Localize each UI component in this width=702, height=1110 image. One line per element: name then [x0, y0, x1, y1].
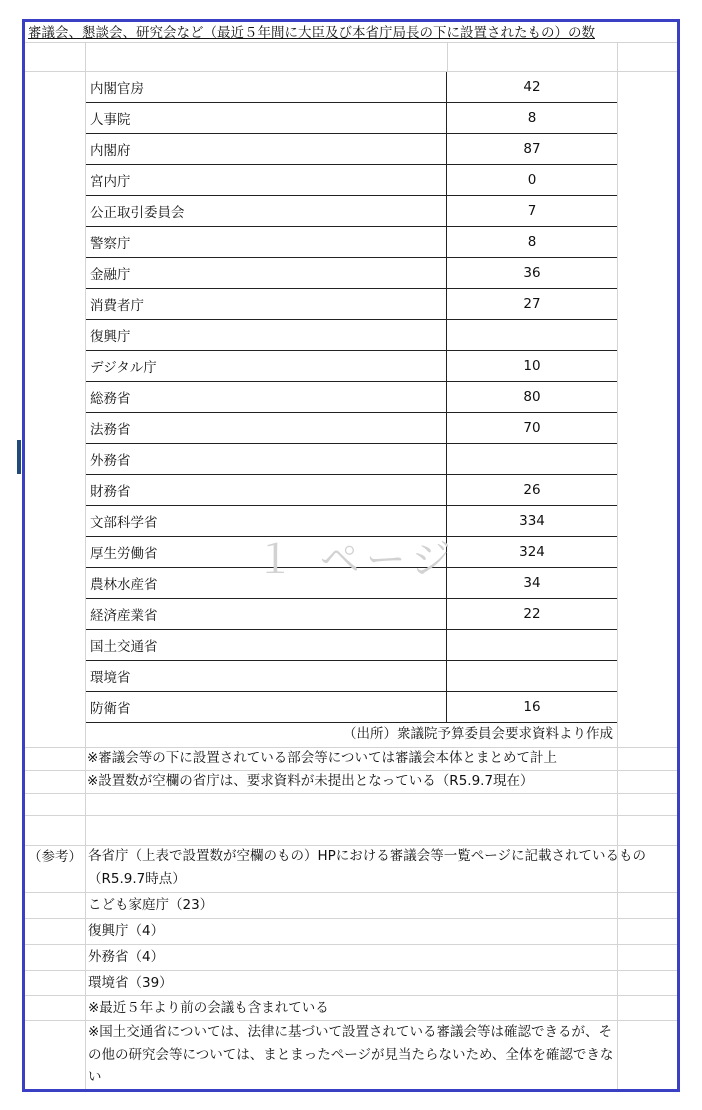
- table-row: [86, 444, 618, 475]
- ministry-name-cell: 文部科学省: [86, 506, 447, 537]
- table-row: [86, 103, 618, 134]
- table-row: [86, 289, 618, 320]
- grid-line: [617, 42, 618, 1089]
- table-row: [86, 196, 618, 227]
- grid-line: [25, 892, 677, 893]
- count-cell: [447, 630, 618, 661]
- ministry-name-cell: 経済産業省: [86, 599, 447, 630]
- count-cell: 42: [447, 72, 618, 103]
- table-row: [86, 134, 618, 165]
- sheet-edge-marker: [17, 440, 21, 474]
- count-cell: 34: [447, 568, 618, 599]
- ministry-name-cell: 内閣官房: [86, 72, 447, 103]
- reference-last-note: ※国土交通省については、法律に基づいて設置されている審議会等は確認できるが、その他の研究会等については、まとまったページが見当たらないため、全体を確認できない: [88, 1024, 614, 1085]
- note-line: ※設置数が空欄の省庁は、要求資料が未提出となっている（R5.9.7現在）: [87, 773, 534, 789]
- ministry-name-cell: 厚生労働省: [86, 537, 447, 568]
- table-row: [86, 506, 618, 537]
- count-cell: 22: [447, 599, 618, 630]
- count-cell: 10: [447, 351, 618, 382]
- table-row: [86, 165, 618, 196]
- table-row: [86, 320, 618, 351]
- grid-line: [25, 747, 677, 748]
- ministry-name-cell: 警察庁: [86, 227, 447, 258]
- table-row: [86, 537, 618, 568]
- ministry-name-cell: 内閣府: [86, 134, 447, 165]
- table-row: [86, 475, 618, 506]
- count-cell: 87: [447, 134, 618, 165]
- source-note: （出所）衆議院予算委員会要求資料より作成: [343, 726, 613, 742]
- grid-line: [25, 793, 677, 794]
- grid-line: [25, 918, 677, 919]
- reference-item: ※最近５年より前の会議も含まれている: [88, 1000, 329, 1016]
- ministry-name-cell: 宮内庁: [86, 165, 447, 196]
- count-cell: 8: [447, 103, 618, 134]
- ministry-name-cell: 法務省: [86, 413, 447, 444]
- grid-line: [85, 42, 86, 1089]
- table-row: [86, 692, 618, 723]
- count-cell: [447, 320, 618, 351]
- note-line: ※審議会等の下に設置されている部会等については審議会本体とまとめて計上: [87, 750, 558, 766]
- count-cell: 324: [447, 537, 618, 568]
- ministry-name-cell: 復興庁: [86, 320, 447, 351]
- reference-heading: 各省庁（上表で設置数が空欄のもの）HPにおける審議会等一覧ページに記載されているもの（R5.9.7時点）: [88, 848, 647, 887]
- table-row: [86, 227, 618, 258]
- spreadsheet-area: [25, 22, 677, 1089]
- count-cell: 26: [447, 475, 618, 506]
- grid-line: [25, 944, 677, 945]
- table-row: [86, 568, 618, 599]
- ministry-name-cell: 消費者庁: [86, 289, 447, 320]
- grid-line: [25, 995, 677, 996]
- table-row: [86, 661, 618, 692]
- ministry-name-cell: 外務省: [86, 444, 447, 475]
- grid-line: [447, 42, 448, 71]
- page-title: 審議会、懇談会、研究会など（最近５年間に大臣及び本省庁局長の下に設置されたもの）の数: [28, 25, 595, 41]
- count-cell: 0: [447, 165, 618, 196]
- grid-line: [25, 1020, 677, 1021]
- ministry-name-cell: 公正取引委員会: [86, 196, 447, 227]
- table-row: [86, 72, 618, 103]
- ministry-name-cell: 農林水産省: [86, 568, 447, 599]
- table-row: [86, 351, 618, 382]
- ministry-name-cell: 総務省: [86, 382, 447, 413]
- ministry-name-cell: デジタル庁: [86, 351, 447, 382]
- ministry-name-cell: 防衛省: [86, 692, 447, 723]
- page-watermark: １ ページ: [255, 537, 457, 583]
- table-row: [86, 413, 618, 444]
- grid-line: [25, 815, 677, 816]
- count-cell: 8: [447, 227, 618, 258]
- ministry-name-cell: 金融庁: [86, 258, 447, 289]
- reference-item: 環境省（39）: [88, 975, 173, 991]
- count-cell: 36: [447, 258, 618, 289]
- count-cell: 16: [447, 692, 618, 723]
- reference-item: 復興庁（4）: [88, 923, 165, 939]
- grid-line: [25, 970, 677, 971]
- ministry-name-cell: 国土交通省: [86, 630, 447, 661]
- table-row: [86, 630, 618, 661]
- count-cell: [447, 661, 618, 692]
- print-page-frame: [22, 19, 680, 1092]
- table-row: [86, 382, 618, 413]
- grid-line: [25, 71, 677, 72]
- table-row: [86, 599, 618, 630]
- count-cell: [447, 444, 618, 475]
- ministry-name-cell: 人事院: [86, 103, 447, 134]
- ministry-name-cell: 財務省: [86, 475, 447, 506]
- count-cell: 27: [447, 289, 618, 320]
- reference-item: 外務省（4）: [88, 949, 165, 965]
- count-cell: 7: [447, 196, 618, 227]
- table-row: [86, 258, 618, 289]
- reference-item: こども家庭庁（23）: [88, 897, 214, 913]
- count-cell: 334: [447, 506, 618, 537]
- grid-line: [25, 42, 677, 43]
- reference-label: （参考）: [28, 849, 82, 865]
- grid-line: [25, 770, 677, 771]
- count-cell: 70: [447, 413, 618, 444]
- ministry-count-table: [85, 71, 618, 723]
- count-cell: 80: [447, 382, 618, 413]
- ministry-name-cell: 環境省: [86, 661, 447, 692]
- grid-line: [25, 845, 677, 846]
